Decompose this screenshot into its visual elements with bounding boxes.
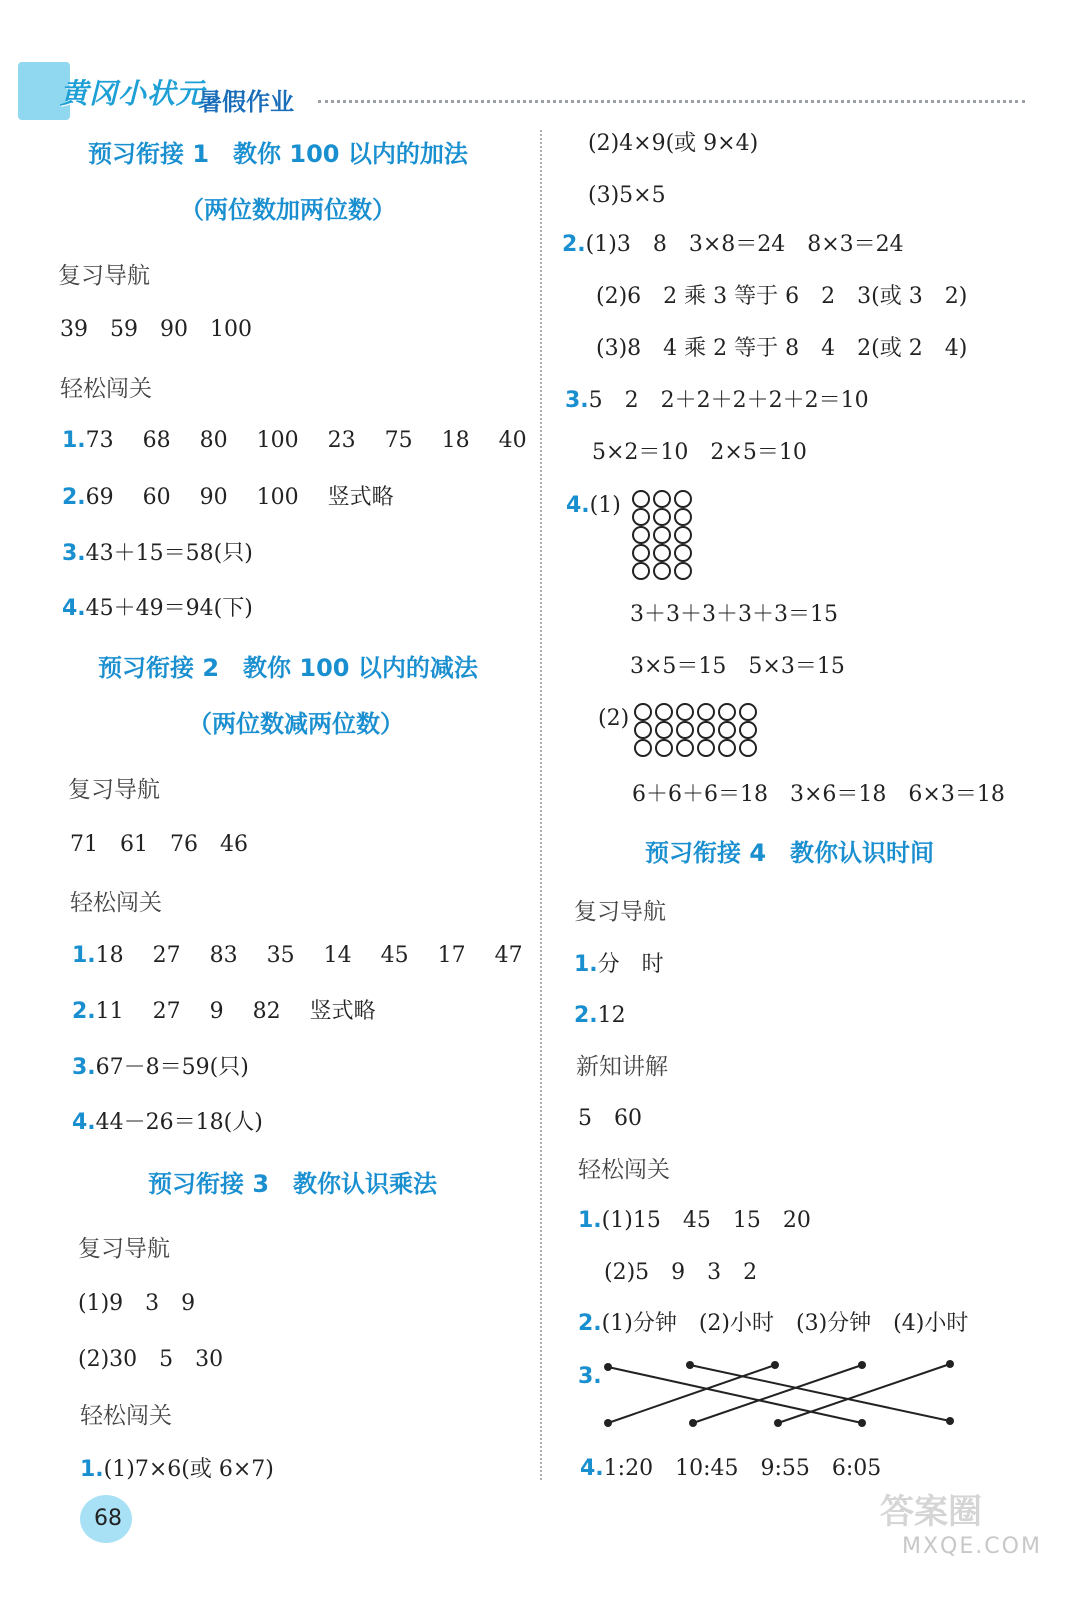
section-2-practice-heading: 轻松闯关 xyxy=(70,890,162,916)
page-number: 68 xyxy=(94,1506,122,1531)
section-2-q4: 4.44－26＝18(人) xyxy=(72,1110,263,1135)
section-3-q3-2: 5×2＝10 2×5＝10 xyxy=(592,440,807,465)
section-1-q3: 3.43＋15＝58(只) xyxy=(62,541,253,566)
section-4-q1: 1.分 时 xyxy=(574,952,664,977)
header-subtitle: 暑假作业 xyxy=(198,88,294,116)
section-3-title: 预习衔接 3 教你认识乘法 xyxy=(148,1170,438,1198)
section-3-q2-1: 2.(1)3 8 3×8＝24 8×3＝24 xyxy=(562,232,904,257)
section-4-review-heading: 复习导航 xyxy=(574,899,666,925)
section-3-q4-2-label: (2) xyxy=(598,706,630,731)
section-4-p3-label: 3. xyxy=(578,1364,602,1389)
section-4-p1a: 1.(1)15 45 15 20 xyxy=(578,1208,811,1233)
section-4-new-answer: 5 60 xyxy=(578,1106,642,1131)
circle-array-3x5 xyxy=(630,488,696,580)
section-4-title: 预习衔接 4 教你认识时间 xyxy=(645,839,935,867)
section-4-practice-heading: 轻松闯关 xyxy=(578,1157,670,1183)
header-dotted-rule xyxy=(318,100,1025,103)
section-2-q2: 2.11 27 9 82 竖式略 xyxy=(72,999,376,1024)
brand-logo: 黄冈小状元 xyxy=(60,77,206,110)
section-2-q3: 3.67－8＝59(只) xyxy=(72,1055,249,1080)
section-3-q1-3: (3)5×5 xyxy=(588,183,666,208)
section-3-q2-2: (2)6 2 乘 3 等于 6 2 3(或 3 2) xyxy=(596,284,968,309)
section-3-q4-2-eq: 6＋6＋6＝18 3×6＝18 6×3＝18 xyxy=(632,782,1005,807)
section-4-q2: 2.12 xyxy=(574,1003,626,1028)
section-3-q1-2: (2)4×9(或 9×4) xyxy=(588,131,759,156)
section-2-q1: 1.18 27 83 35 14 45 17 47 xyxy=(72,943,523,968)
column-divider xyxy=(540,130,542,1480)
section-3-q1: 1.(1)7×6(或 6×7) xyxy=(80,1457,274,1482)
section-2-subtitle: （两位数减两位数） xyxy=(188,710,404,738)
section-1-title: 预习衔接 1 教你 100 以内的加法 xyxy=(88,140,468,168)
section-2-review-answer: 71 61 76 46 xyxy=(70,832,248,857)
section-2-title: 预习衔接 2 教你 100 以内的减法 xyxy=(98,654,478,682)
section-1-q1: 1.73 68 80 100 23 75 18 40 xyxy=(62,428,527,453)
section-4-new-heading: 新知讲解 xyxy=(576,1054,668,1080)
section-1-subtitle: （两位数加两位数） xyxy=(180,196,396,224)
section-3-q4-1-label: 4.(1) xyxy=(566,493,621,518)
section-4-p2: 2.(1)分钟 (2)小时 (3)分钟 (4)小时 xyxy=(578,1311,969,1336)
section-3-q4-1-add: 3＋3＋3＋3＋3＝15 xyxy=(630,602,838,627)
section-4-p1b: (2)5 9 3 2 xyxy=(604,1260,758,1285)
section-3-review-heading: 复习导航 xyxy=(78,1236,170,1262)
section-3-q4-1-mul: 3×5＝15 5×3＝15 xyxy=(630,654,845,679)
section-4-p4: 4.1:20 10:45 9:55 6:05 xyxy=(580,1456,882,1481)
section-3-practice-heading: 轻松闯关 xyxy=(80,1403,172,1429)
section-1-review-heading: 复习导航 xyxy=(58,263,150,289)
section-3-review-2: (2)30 5 30 xyxy=(78,1347,224,1372)
section-2-review-heading: 复习导航 xyxy=(68,777,160,803)
matching-lines-diagram xyxy=(600,1355,960,1430)
section-3-review-1: (1)9 3 9 xyxy=(78,1291,196,1316)
circle-array-6x3 xyxy=(633,702,759,758)
section-3-q2-3: (3)8 4 乘 2 等于 8 4 2(或 2 4) xyxy=(596,336,968,361)
section-1-practice-heading: 轻松闯关 xyxy=(60,376,152,402)
watermark-logo: 答案圈 xyxy=(880,1492,982,1532)
section-1-q2: 2.69 60 90 100 竖式略 xyxy=(62,485,394,510)
watermark-url: MXQE.COM xyxy=(902,1534,1042,1559)
section-1-q4: 4.45＋49＝94(下) xyxy=(62,596,253,621)
section-3-q3-1: 3.5 2 2＋2＋2＋2＋2＝10 xyxy=(565,388,869,413)
section-1-review-answer: 39 59 90 100 xyxy=(60,317,252,342)
